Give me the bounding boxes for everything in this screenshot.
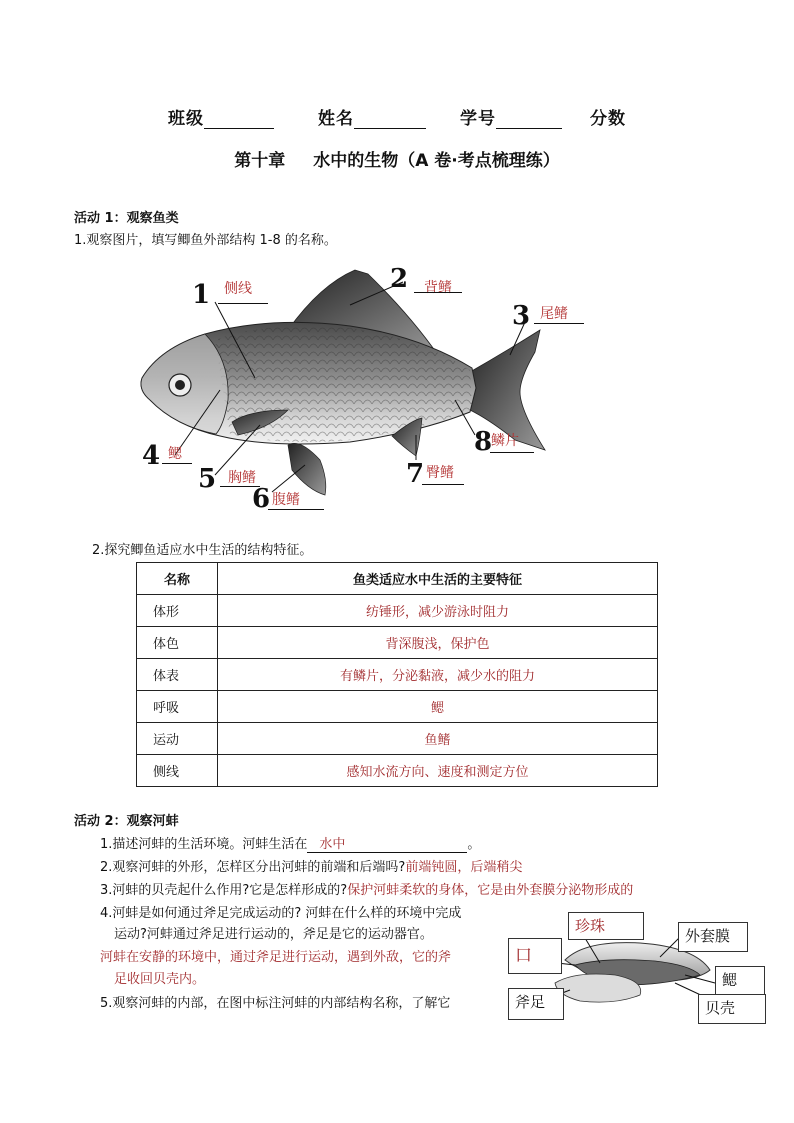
- table-cell-feature: 感知水流方向、速度和测定方位: [218, 755, 658, 787]
- label-answer-6: 腹鳍: [272, 492, 300, 508]
- label-blank-2[interactable]: [414, 292, 462, 293]
- activity1-heading: 活动 1：观察鱼类: [74, 211, 179, 226]
- table-cell-feature: 背深腹浅，保护色: [218, 627, 658, 659]
- class-label: 班级: [168, 109, 204, 129]
- clam-label-shell-text: 贝壳: [705, 999, 736, 1017]
- label-answer-4: 鳃: [168, 446, 182, 462]
- label-blank-7[interactable]: [422, 484, 464, 485]
- chapter-label: 第十章: [234, 151, 286, 171]
- activity1-question2: 2.探究鲫鱼适应水中生活的结构特征。: [92, 543, 313, 558]
- q3-answer: 保护河蚌柔软的身体，它是由外套膜分泌物形成的: [347, 883, 634, 898]
- id-label: 学号: [460, 109, 496, 129]
- label-number-2: 2: [390, 264, 409, 294]
- label-answer-3: 尾鳍: [540, 306, 568, 322]
- clam-label-gill-text: 鳃: [722, 971, 738, 989]
- q4-line1: 4.河蚌是如何通过斧足完成运动的? 河蚌在什么样的环境中完成: [100, 906, 462, 921]
- table-row: [137, 723, 658, 755]
- q1-prefix: 1.描述河蚌的生活环境。河蚌生活在: [100, 837, 308, 852]
- table-row: [137, 595, 658, 627]
- q1-suffix: 。: [467, 837, 481, 852]
- table-cell-name: 运动: [137, 723, 218, 755]
- table-cell-name: 体表: [137, 659, 218, 691]
- label-answer-2: 背鳍: [424, 280, 452, 296]
- activity1-question1: 1.观察图片，填写鲫鱼外部结构 1-8 的名称。: [74, 233, 337, 248]
- table-header-feature: 鱼类适应水中生活的主要特征: [218, 563, 658, 595]
- label-answer-7: 臀鳍: [426, 465, 454, 481]
- page-title: [0, 146, 794, 171]
- q4-line2: 运动?河蚌通过斧足进行运动的，斧足是它的运动器官。: [114, 927, 433, 942]
- table-cell-feature: 纺锤形，减少游泳时阻力: [218, 595, 658, 627]
- label-number-5: 5: [198, 464, 217, 494]
- activity2-heading: 活动 2：观察河蚌: [74, 814, 179, 829]
- label-answer-5: 胸鳍: [228, 470, 256, 486]
- label-blank-1[interactable]: [218, 303, 268, 304]
- label-blank-8[interactable]: [490, 452, 534, 453]
- activity2-question5: 5.观察河蚌的内部，在图中标注河蚌的内部结构名称，了解它: [100, 996, 451, 1011]
- label-number-8: 8: [474, 427, 493, 457]
- table-row: [137, 627, 658, 659]
- q1-answer-blank[interactable]: [307, 833, 467, 853]
- table-cell-name: 侧线: [137, 755, 218, 787]
- table-cell-feature: 有鳞片，分泌黏液，减少水的阻力: [218, 659, 658, 691]
- clam-label-mantle[interactable]: [678, 922, 748, 952]
- chapter-topic: 水中的生物（A 卷·考点梳理练）: [313, 151, 560, 171]
- clam-label-mouth[interactable]: [508, 938, 562, 974]
- name-field[interactable]: [318, 104, 426, 129]
- clam-label-pearl-text: 珍珠: [575, 917, 606, 935]
- id-blank[interactable]: [496, 112, 562, 129]
- table-cell-name: 体形: [137, 595, 218, 627]
- label-number-7: 7: [406, 459, 425, 489]
- name-blank[interactable]: [354, 112, 426, 129]
- activity2-question3: [100, 879, 633, 898]
- clam-label-mouth-text: 口: [515, 946, 532, 966]
- q4-answer-line1: 河蚌在安静的环境中，通过斧足进行运动，遇到外敌，它的斧: [100, 950, 452, 965]
- activity2-question2: [100, 856, 522, 875]
- label-answer-8: 鳞片: [491, 433, 519, 449]
- label-blank-3[interactable]: [534, 323, 584, 324]
- clam-label-shell[interactable]: [698, 994, 766, 1024]
- score-label: 分数: [590, 109, 626, 129]
- clam-label-foot-text: 斧足: [515, 993, 546, 1011]
- activity2-question1: [100, 833, 480, 853]
- q4-answer-line2: 足收回贝壳内。: [114, 972, 206, 987]
- q3-question: 3.河蚌的贝壳起什么作用?它是怎样形成的?: [100, 883, 348, 898]
- table-cell-name: 体色: [137, 627, 218, 659]
- clam-label-mantle-text: 外套膜: [685, 927, 731, 945]
- label-number-6: 6: [252, 484, 271, 514]
- q2-answer: 前端钝圆，后端稍尖: [405, 860, 523, 875]
- q1-answer: 水中: [319, 837, 346, 852]
- table-row: [137, 659, 658, 691]
- clam-label-pearl[interactable]: [568, 912, 644, 940]
- table-header-row: [137, 563, 658, 595]
- table-row: [137, 691, 658, 723]
- label-number-3: 3: [512, 301, 531, 331]
- clam-label-foot[interactable]: [508, 988, 564, 1020]
- fish-features-table: [136, 562, 658, 787]
- id-field[interactable]: [460, 104, 562, 129]
- label-blank-4[interactable]: [162, 463, 192, 464]
- name-label: 姓名: [318, 109, 354, 129]
- clam-label-gill[interactable]: [715, 966, 765, 996]
- table-row: [137, 755, 658, 787]
- q2-question: 2.观察河蚌的外形，怎样区分出河蚌的前端和后端吗?: [100, 860, 406, 875]
- label-blank-6[interactable]: [268, 509, 324, 510]
- label-number-1: 1: [192, 280, 211, 310]
- table-header-name: 名称: [137, 563, 218, 595]
- class-blank[interactable]: [204, 112, 274, 129]
- table-cell-feature: 鱼鳍: [218, 723, 658, 755]
- table-cell-name: 呼吸: [137, 691, 218, 723]
- fish-illustration: [120, 260, 580, 520]
- class-field[interactable]: [168, 104, 274, 129]
- table-cell-feature: 鳃: [218, 691, 658, 723]
- label-number-4: 4: [142, 441, 161, 471]
- label-answer-1: 侧线: [224, 281, 252, 297]
